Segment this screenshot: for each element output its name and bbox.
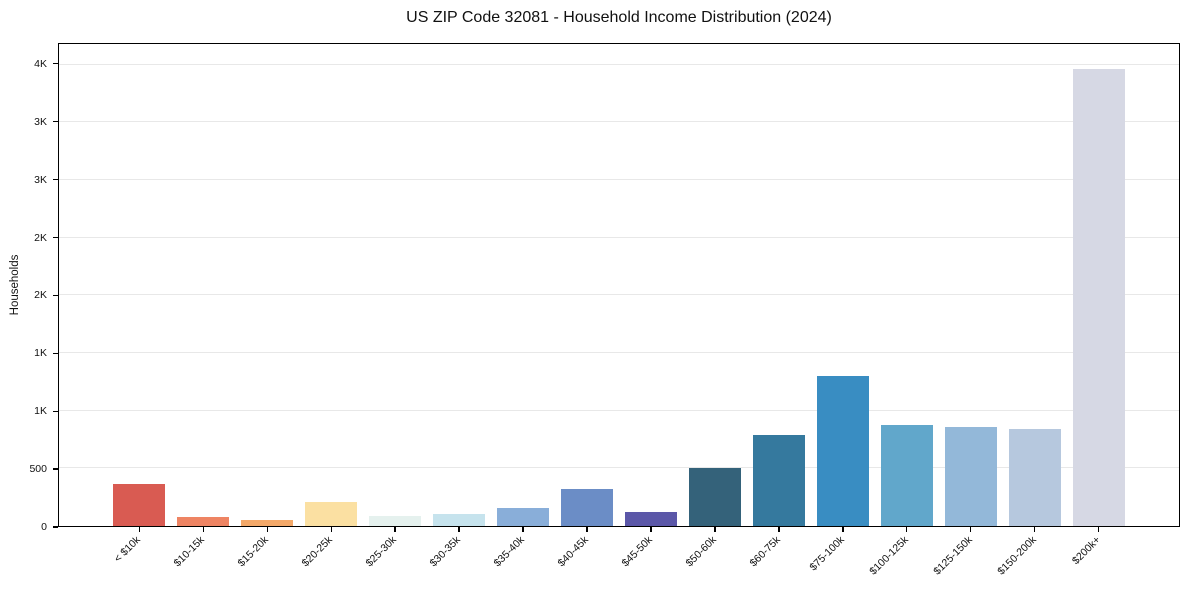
x-tick-label: < $10k: [112, 533, 144, 565]
y-tick-label: 2K: [34, 231, 47, 244]
x-tick-label: $60-75k: [747, 533, 783, 570]
x-tick-label: $30-35k: [427, 533, 463, 570]
y-axis-label: Households: [9, 254, 21, 316]
x-tick-label: $125-150k: [931, 533, 975, 578]
y-tick-label: 0: [41, 521, 47, 533]
x-tick-mark: [650, 527, 651, 532]
x-tick-mark: [1034, 527, 1035, 532]
y-tick-label: 1K: [34, 405, 47, 418]
x-tick-label: $45-50k: [619, 533, 655, 570]
x-tick-label: $100-125k: [867, 533, 911, 578]
bar: [433, 514, 484, 526]
bar: [625, 512, 676, 526]
x-tick-label: $75-100k: [807, 533, 847, 574]
x-tick-mark: [906, 527, 907, 532]
x-tick-mark: [778, 527, 779, 532]
bar: [753, 435, 804, 526]
gridline: [59, 294, 1179, 295]
y-tick-mark: [53, 179, 58, 180]
gridline: [59, 410, 1179, 411]
x-tick-mark: [203, 527, 204, 532]
x-tick-label: $35-40k: [491, 533, 527, 570]
y-tick-mark: [53, 468, 58, 469]
x-tick-label: $10-15k: [171, 533, 208, 570]
bar: [561, 489, 612, 526]
gridline: [59, 121, 1179, 122]
y-tick-mark: [53, 411, 58, 412]
y-tick-label: 4K: [34, 57, 47, 70]
y-tick-label: 500: [29, 463, 47, 476]
x-tick-mark: [842, 527, 843, 532]
y-tick-label: 2K: [34, 289, 47, 302]
gridline: [59, 179, 1179, 180]
x-tick-mark: [394, 527, 395, 532]
x-tick-mark: [714, 527, 715, 532]
y-tick-label: 3K: [34, 115, 47, 128]
bar: [817, 376, 868, 526]
gridline: [59, 237, 1179, 238]
x-tick-mark: [139, 527, 140, 532]
y-tick-label: 1K: [34, 347, 47, 360]
x-tick-label: $40-45k: [555, 533, 591, 570]
bar: [945, 427, 996, 526]
gridline: [59, 352, 1179, 353]
chart-title: US ZIP Code 32081 - Household Income Distribution (2024): [406, 9, 832, 26]
y-tick-label: 3K: [34, 173, 47, 186]
bar: [497, 508, 548, 526]
bar: [305, 502, 356, 526]
y-tick-mark: [53, 526, 58, 527]
bar: [241, 520, 292, 526]
gridline: [59, 64, 1179, 65]
x-tick-label: $150-200k: [995, 533, 1039, 578]
bar: [1009, 429, 1060, 526]
x-tick-label: $200k+: [1069, 533, 1103, 567]
y-tick-mark: [53, 121, 58, 122]
x-tick-mark: [522, 527, 523, 532]
x-tick-mark: [1098, 527, 1099, 532]
bar: [689, 468, 740, 526]
x-tick-mark: [458, 527, 459, 532]
plot-area: [58, 43, 1180, 527]
x-tick-label: $50-60k: [683, 533, 719, 570]
bar: [369, 516, 420, 526]
x-tick-label: $15-20k: [235, 533, 272, 570]
bar: [881, 425, 932, 526]
x-tick-mark: [970, 527, 971, 532]
x-tick-mark: [331, 527, 332, 532]
y-tick-mark: [53, 353, 58, 354]
bar: [1073, 69, 1124, 526]
x-tick-label: $20-25k: [299, 533, 336, 570]
y-tick-mark: [53, 237, 58, 238]
bar: [177, 517, 228, 526]
x-tick-mark: [586, 527, 587, 532]
x-tick-label: $25-30k: [363, 533, 399, 570]
bar: [113, 484, 164, 526]
y-tick-mark: [53, 295, 58, 296]
x-tick-mark: [267, 527, 268, 532]
y-tick-mark: [53, 63, 58, 64]
